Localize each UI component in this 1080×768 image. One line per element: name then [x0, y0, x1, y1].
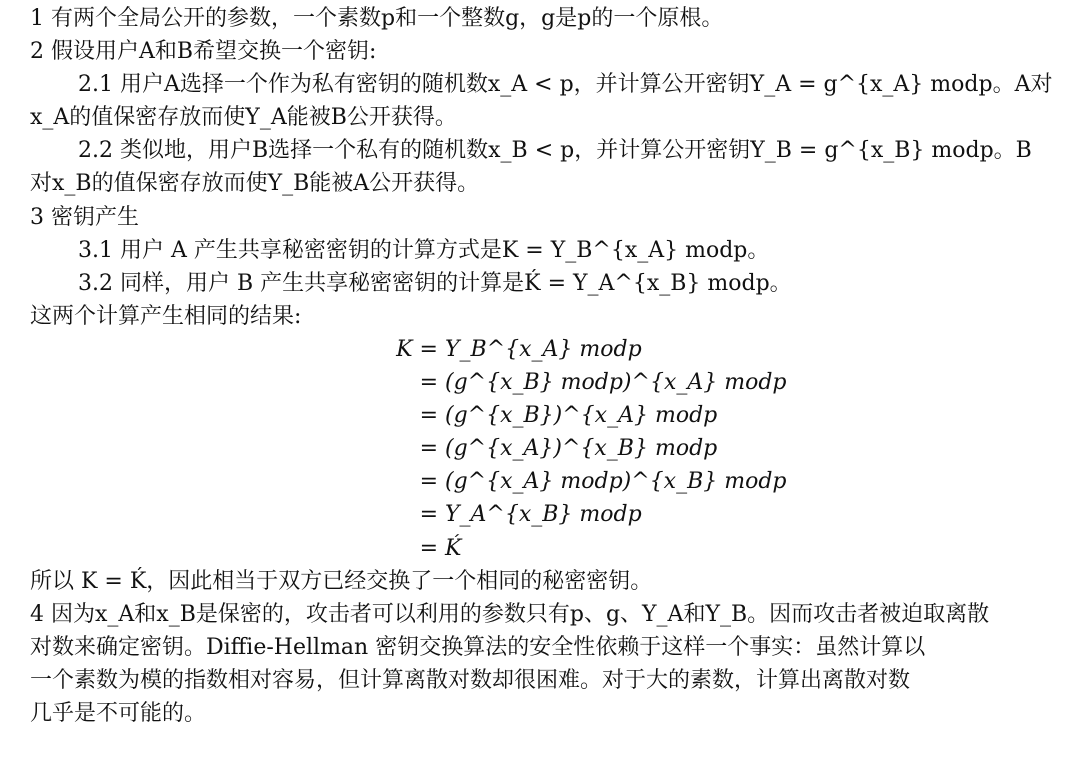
- security-line-4: 几乎是不可能的。: [30, 700, 207, 726]
- assume-line: 2 假设用户A和B希望交换一个密钥:: [30, 39, 377, 65]
- security-line-2: 对数来确定密钥。Diffie-Hellman 密钥交换算法的安全性依赖于这样一个事实：虽然计算以: [30, 634, 926, 660]
- step-3-2-line: 3.2 同样，用户 B 产生共享秘密密钥的计算是Ḱ = Y_A^{x_B} modp。: [78, 270, 792, 296]
- security-line-1: 4 因为x_A和x_B是保密的，攻击者可以利用的参数只有p、g、Y_A和Y_B。因而攻击者被迫取离散: [30, 601, 990, 627]
- step-2-1-line: 2.1 用户A选择一个作为私有密钥的随机数x_A < p，并计算公开密钥Y_A = g^{x_A} modp。A对: [78, 72, 1053, 98]
- equation-rhs: (g^{x_A} modp)^{x_B} modp: [445, 469, 787, 495]
- equation-row: [388, 432, 1040, 465]
- equation-lhs: =: [419, 535, 438, 561]
- equation-row: [388, 465, 1040, 498]
- equation-row: [388, 532, 1040, 565]
- equation-lhs: =: [419, 403, 438, 429]
- step-3-1-line: 3.1 用户 A 产生共享秘密密钥的计算方式是K = Y_B^{x_A} modp。: [78, 237, 770, 263]
- equation-rhs: (g^{x_A})^{x_B} modp: [445, 436, 718, 462]
- conclusion-line: 所以 K = Ḱ，因此相当于双方已经交换了一个相同的秘密密钥。: [30, 568, 653, 594]
- equation-rhs: Ḱ: [445, 535, 462, 561]
- equation-lhs: =: [419, 502, 438, 528]
- equation-lhs: =: [419, 436, 438, 462]
- equation-row: [388, 498, 1040, 531]
- equation-rhs: (g^{x_B})^{x_A} modp: [445, 403, 718, 429]
- key-gen-heading: 3 密钥产生: [30, 204, 139, 230]
- equation-rhs: Y_B^{x_A} modp: [445, 336, 642, 362]
- equation-lhs: =: [419, 469, 438, 495]
- step-2-1-cont-line: x_A的值保密存放而使Y_A能被B公开获得。: [30, 105, 457, 131]
- equation-row: [388, 333, 1040, 366]
- step-2-2-line: 2.2 类似地，用户B选择一个私有的随机数x_B < p，并计算公开密钥Y_B = g^{x_B} modp。B: [78, 138, 1032, 164]
- equation-rhs: (g^{x_B} modp)^{x_A} modp: [445, 370, 787, 396]
- equation-row: [388, 399, 1040, 432]
- same-result-line: 这两个计算产生相同的结果:: [30, 303, 302, 329]
- equation-row: [388, 366, 1040, 399]
- equation-rhs: Y_A^{x_B} modp: [445, 502, 642, 528]
- security-line-3: 一个素数为模的指数相对容易，但计算离散对数却很困难。对于大的素数，计算出离散对数: [30, 667, 911, 693]
- equation-block: [30, 333, 1040, 565]
- param-line: 1 有两个全局公开的参数，一个素数p和一个整数g，g是p的一个原根。: [30, 6, 724, 31]
- equation-lhs: =: [419, 370, 438, 396]
- step-2-2-cont-line: 对x_B的值保密存放而使Y_B能被A公开获得。: [30, 171, 480, 197]
- equation-lhs: K =: [396, 336, 438, 362]
